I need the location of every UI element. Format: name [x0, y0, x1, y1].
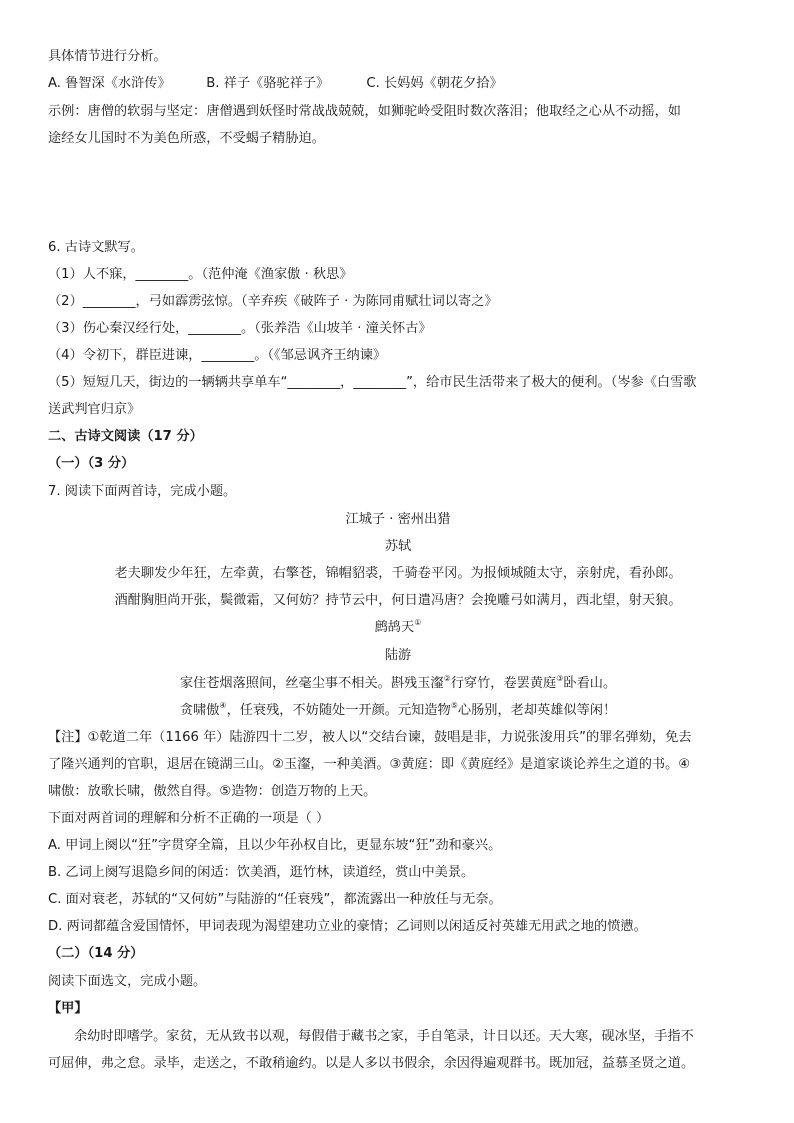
poem-line — [48, 674, 748, 694]
note-line: 了隆兴通判的官职，退居在镜湖三山。②玉瀣，一种美酒。③黄庭：即《黄庭经》是道家谈论养生之道的书。④ — [48, 757, 691, 772]
option-c: C. 长妈妈《朝花夕拾》 — [366, 76, 503, 91]
poem-line: 酒酣胸胆尚开张，鬓微霜，又何妨？持节云中，何日遣冯唐？会挽雕弓如满月，西北望，射天狼。 — [114, 593, 682, 608]
passage-label: 【甲】 — [48, 1001, 88, 1016]
question-6-item: 送武判官归京》 — [48, 402, 141, 417]
poem-line: 老夫聊发少年狂，左牵黄，右擎苍，锦帽貂裘，千骑卷平冈。为报倾城随太守，亲射虎，看孙郎。 — [114, 566, 682, 581]
passage-line: 余幼时即嗜学。家贫，无从致书以观，每假借于藏书之家，手自笔录，计日以还。天大寒，砚冰坚，手指不 — [74, 1029, 694, 1044]
question-6-item: （5）短短几天，街边的一辆辆共享单车“________，________”，给市民生活带来了极大的便利。（岑参《白雪歌 — [48, 375, 697, 390]
example-line: 途经女儿国时不为美色所惑，不受蝎子精胁迫。 — [48, 131, 325, 146]
text-line: 具体情节进行分析。 — [48, 49, 167, 64]
poem-text: 行穿竹，卷罢黄庭 — [450, 676, 557, 691]
footnote-mark: ⑤ — [450, 701, 458, 710]
footnote-mark: ③ — [556, 674, 564, 683]
option-a: A. 鲁智深《水浒传》 — [48, 76, 171, 91]
part-heading: （二）（14 分） — [48, 946, 144, 961]
poem-title: 江城子 · 密州出猎 — [345, 512, 451, 527]
option-b: B. 祥子《骆驼祥子》 — [206, 76, 330, 91]
note-line: 【注】①乾道二年（1166 年）陆游四十二岁，被人以“交结台谏，鼓唱是非，力说张浚用兵”的罪名弹劾，免去 — [48, 730, 692, 745]
instruction: 阅读下面选文，完成小题。 — [48, 974, 207, 989]
footnote-mark: ② — [443, 674, 451, 683]
poem-author: 陆游 — [384, 648, 412, 663]
footnote-mark: ① — [414, 618, 422, 627]
poem-text: 心肠别，老却英雄似等闲！ — [457, 703, 617, 718]
question-7: 7. 阅读下面两首诗，完成小题。 — [48, 484, 237, 499]
poem-title — [48, 618, 748, 638]
poem-title-text: 鹧鸪天 — [374, 620, 415, 635]
question-6: 6. 古诗文默写。 — [48, 240, 144, 255]
footnote-mark: ④ — [219, 701, 227, 710]
note-line: 啸傲：放歌长啸，傲然自得。⑤造物：创造万物的上天。 — [48, 784, 377, 799]
poem-author: 苏轼 — [384, 539, 412, 554]
choice-a: A. 甲词上阕以“狂”字贯穿全篇，且以少年孙权自比，更显东坡“狂”劲和豪兴。 — [48, 838, 502, 853]
poem-text: 贪啸傲 — [179, 703, 220, 718]
poem-text: 家住苍烟落照间，丝毫尘事不相关。斟残玉瀣 — [179, 676, 444, 691]
example-line: 示例：唐僧的软弱与坚定：唐僧遇到妖怪时常战战兢兢，如狮驼岭受阻时数次落泪；他取经之心从不动摇，如 — [48, 104, 681, 119]
poem-text: 卧看山。 — [563, 676, 617, 691]
choice-b: B. 乙词上阕写退隐乡间的闲适：饮美酒，逛竹林，读道经，赏山中美景。 — [48, 865, 475, 880]
choice-d: D. 两词都蕴含爱国情怀，甲词表现为渴望建功立业的豪情；乙词则以闲适反衬英雄无用武之地的愤懑。 — [48, 919, 647, 934]
part-heading: （一）（3 分） — [48, 456, 135, 471]
poem-text: ，任衰残，不妨随处一开颜。元知造物 — [226, 703, 451, 718]
question-6-item: （1）人不寐，________。（范仲淹《渔家傲 · 秋思》 — [48, 267, 353, 282]
poem-line — [48, 701, 748, 721]
question-6-item: （2）________，弓如霹雳弦惊。（辛弃疾《破阵子 · 为陈同甫赋壮词以寄之》 — [48, 294, 498, 309]
question-6-item: （3）伤心秦汉经行处，________。（张养浩《山坡羊 · 潼关怀古》 — [48, 321, 432, 336]
question-stem: 下面对两首词的理解和分析不正确的一项是（ ） — [48, 811, 330, 826]
passage-line: 可屈伸，弗之怠。录毕，走送之，不敢稍逾约。以是人多以书假余，余因得遍观群书。既加冠，益慕圣贤之道。 — [48, 1056, 695, 1071]
question-6-item: （4）令初下，群臣进谏，________。（《邹忌讽齐王纳谏》 — [48, 348, 387, 363]
choice-options — [48, 74, 503, 94]
section-heading: 二、古诗文阅读（17 分） — [48, 429, 203, 444]
choice-c: C. 面对衰老，苏轼的“又何妨”与陆游的“任衰残”，都流露出一种放任与无奈。 — [48, 892, 502, 907]
